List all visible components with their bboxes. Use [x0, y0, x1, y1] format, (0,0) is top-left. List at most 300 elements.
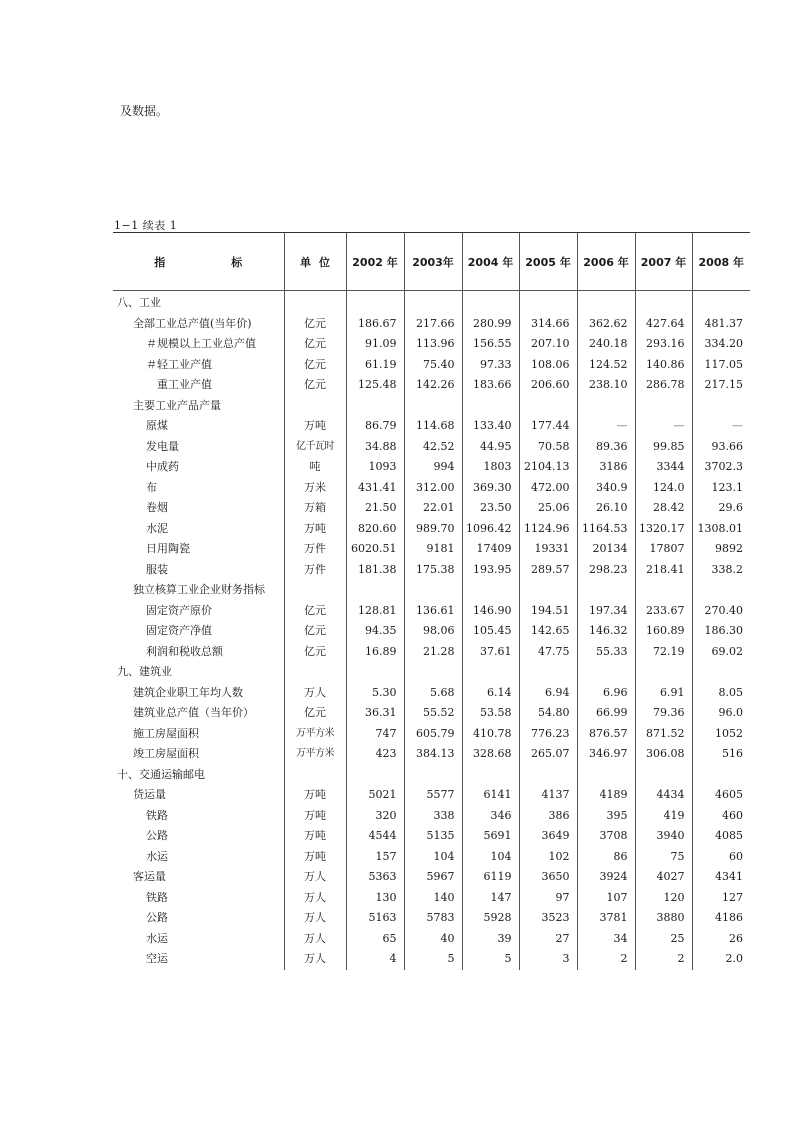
row-value: 2104.13 — [519, 457, 577, 478]
row-value: 334.20 — [692, 334, 750, 355]
row-value: 160.89 — [635, 621, 692, 642]
row-indicator: 水运 — [146, 931, 168, 945]
row-value — [577, 580, 635, 601]
row-indicator: 竣工房屋面积 — [133, 747, 199, 760]
row-value: 876.57 — [577, 724, 635, 745]
header-year: 2005 年 — [519, 233, 577, 291]
row-value: 3924 — [577, 867, 635, 888]
table-row — [113, 457, 750, 478]
row-indicator: 利润和税收总额 — [146, 644, 223, 658]
row-value: 395 — [577, 806, 635, 827]
row-value — [346, 580, 404, 601]
row-unit: 万件 — [284, 560, 346, 581]
row-indicator: 水泥 — [146, 521, 168, 535]
row-indicator: 主要工业产品产量 — [133, 398, 221, 412]
row-value — [462, 396, 519, 417]
row-value: 104 — [462, 847, 519, 868]
row-unit: 万平方米 — [284, 744, 346, 765]
row-value: 107 — [577, 888, 635, 909]
row-unit — [284, 396, 346, 417]
row-value: 133.40 — [462, 416, 519, 437]
row-indicator: ＃轻工业产值 — [146, 357, 212, 371]
table-row — [113, 703, 750, 724]
table-row — [113, 621, 750, 642]
row-value: 146.90 — [462, 601, 519, 622]
row-value: 53.58 — [462, 703, 519, 724]
row-value: 1096.42 — [462, 519, 519, 540]
row-value: 338 — [404, 806, 462, 827]
row-value: 3940 — [635, 826, 692, 847]
row-value: 94.35 — [346, 621, 404, 642]
row-unit — [284, 291, 346, 314]
row-value: 142.26 — [404, 375, 462, 396]
row-indicator: 铁路 — [146, 890, 168, 904]
row-value: 427.64 — [635, 314, 692, 335]
row-unit: 亿元 — [284, 642, 346, 663]
row-value: 44.95 — [462, 437, 519, 458]
row-value: 140 — [404, 888, 462, 909]
row-unit: 亿元 — [284, 375, 346, 396]
row-value: 4027 — [635, 867, 692, 888]
row-value: 1803 — [462, 457, 519, 478]
row-value: 238.10 — [577, 375, 635, 396]
table-row — [113, 334, 750, 355]
row-indicator: 全部工业总产值(当年价) — [133, 316, 252, 330]
row-value: 4605 — [692, 785, 750, 806]
row-value: 4186 — [692, 908, 750, 929]
row-value: 3344 — [635, 457, 692, 478]
row-value: 6.96 — [577, 683, 635, 704]
table-row — [113, 601, 750, 622]
row-value: 140.86 — [635, 355, 692, 376]
row-value: 3 — [519, 949, 577, 970]
row-value: 124.0 — [635, 478, 692, 499]
row-unit: 万人 — [284, 888, 346, 909]
row-unit: 万人 — [284, 908, 346, 929]
row-value: — — [692, 416, 750, 437]
row-value: 218.41 — [635, 560, 692, 581]
row-value: 346.97 — [577, 744, 635, 765]
row-value: 994 — [404, 457, 462, 478]
row-value: 989.70 — [404, 519, 462, 540]
row-value: 69.02 — [692, 642, 750, 663]
row-value: 1308.01 — [692, 519, 750, 540]
row-value: 1093 — [346, 457, 404, 478]
row-value: 6.91 — [635, 683, 692, 704]
row-value: 1320.17 — [635, 519, 692, 540]
row-value: 4341 — [692, 867, 750, 888]
row-value: 1052 — [692, 724, 750, 745]
table-row — [113, 539, 750, 560]
row-value: 19331 — [519, 539, 577, 560]
row-value: 86 — [577, 847, 635, 868]
row-value: 3781 — [577, 908, 635, 929]
header-unit-char-2: 位 — [319, 255, 330, 269]
table-row — [113, 519, 750, 540]
table-row — [113, 683, 750, 704]
row-unit: 万吨 — [284, 826, 346, 847]
row-value: 37.61 — [462, 642, 519, 663]
row-value — [404, 396, 462, 417]
row-unit: 吨 — [284, 457, 346, 478]
row-value: 26 — [692, 929, 750, 950]
row-indicator: 发电量 — [146, 439, 179, 453]
row-value: 25 — [635, 929, 692, 950]
row-value: 5577 — [404, 785, 462, 806]
header-indicator-char-2: 标 — [231, 255, 243, 269]
row-value — [577, 662, 635, 683]
row-value: 193.95 — [462, 560, 519, 581]
row-value: 89.36 — [577, 437, 635, 458]
row-value: 177.44 — [519, 416, 577, 437]
row-unit: 万人 — [284, 929, 346, 950]
row-unit — [284, 662, 346, 683]
row-value: 34.88 — [346, 437, 404, 458]
row-value: 3523 — [519, 908, 577, 929]
row-indicator: 空运 — [146, 952, 168, 965]
row-value: 5928 — [462, 908, 519, 929]
row-value: 26.10 — [577, 498, 635, 519]
row-value — [519, 765, 577, 786]
row-value: 186.67 — [346, 314, 404, 335]
table-row — [113, 765, 750, 786]
row-value: 146.32 — [577, 621, 635, 642]
row-value: 410.78 — [462, 724, 519, 745]
row-value: 194.51 — [519, 601, 577, 622]
row-unit: 万吨 — [284, 519, 346, 540]
row-value — [519, 396, 577, 417]
table-caption: 1−1 续表 1 — [114, 219, 178, 232]
row-value — [692, 396, 750, 417]
row-value — [635, 291, 692, 314]
row-value: 125.48 — [346, 375, 404, 396]
row-value: 240.18 — [577, 334, 635, 355]
row-value — [462, 662, 519, 683]
row-indicator: 服装 — [146, 562, 168, 576]
row-value: 183.66 — [462, 375, 519, 396]
row-unit: 万吨 — [284, 806, 346, 827]
row-value: 3702.3 — [692, 457, 750, 478]
row-value — [404, 291, 462, 314]
row-value: 21.50 — [346, 498, 404, 519]
header-indicator-char-1: 指 — [154, 255, 166, 269]
row-value: 55.33 — [577, 642, 635, 663]
row-value: 2 — [635, 949, 692, 970]
table-body — [113, 291, 750, 970]
table-row — [113, 744, 750, 765]
row-value: 104 — [404, 847, 462, 868]
row-value: 117.05 — [692, 355, 750, 376]
row-value: 289.57 — [519, 560, 577, 581]
row-value — [404, 580, 462, 601]
row-value: 66.99 — [577, 703, 635, 724]
table-row — [113, 847, 750, 868]
table-row — [113, 724, 750, 745]
row-value: 105.45 — [462, 621, 519, 642]
row-value: 16.89 — [346, 642, 404, 663]
row-value: 157 — [346, 847, 404, 868]
row-value: 265.07 — [519, 744, 577, 765]
row-value: 97 — [519, 888, 577, 909]
row-unit: 亿元 — [284, 621, 346, 642]
row-value: 120 — [635, 888, 692, 909]
row-value: 5163 — [346, 908, 404, 929]
row-indicator: 重工业产值 — [157, 378, 212, 391]
row-value: 156.55 — [462, 334, 519, 355]
row-value: 9892 — [692, 539, 750, 560]
row-value: 113.96 — [404, 334, 462, 355]
row-indicator: 铁路 — [146, 808, 168, 822]
row-value: 79.36 — [635, 703, 692, 724]
row-value: 108.06 — [519, 355, 577, 376]
row-value: 4085 — [692, 826, 750, 847]
row-value: 431.41 — [346, 478, 404, 499]
row-value: 3649 — [519, 826, 577, 847]
row-unit: 亿千瓦时 — [284, 437, 346, 458]
row-value: 3650 — [519, 867, 577, 888]
row-value: 384.13 — [404, 744, 462, 765]
row-value — [635, 662, 692, 683]
table-row — [113, 642, 750, 663]
row-value: 460 — [692, 806, 750, 827]
row-value: 17409 — [462, 539, 519, 560]
row-indicator: 建筑业总产值（当年价） — [133, 706, 254, 719]
row-value: 1164.53 — [577, 519, 635, 540]
row-value: 340.9 — [577, 478, 635, 499]
table-row — [113, 908, 750, 929]
row-value: 39 — [462, 929, 519, 950]
row-value: 1124.96 — [519, 519, 577, 540]
row-value: 61.19 — [346, 355, 404, 376]
table-row — [113, 478, 750, 499]
row-value: 123.1 — [692, 478, 750, 499]
row-value: 25.06 — [519, 498, 577, 519]
row-indicator: 公路 — [146, 911, 168, 924]
row-value: 5.68 — [404, 683, 462, 704]
intro-text: 及数据。 — [120, 104, 169, 118]
row-unit: 亿元 — [284, 314, 346, 335]
row-value: 5021 — [346, 785, 404, 806]
row-value: 99.85 — [635, 437, 692, 458]
row-value: 96.0 — [692, 703, 750, 724]
row-value: 286.78 — [635, 375, 692, 396]
row-value: 6020.51 — [346, 539, 404, 560]
row-indicator: 十、交通运输邮电 — [117, 767, 205, 781]
table-row — [113, 949, 750, 970]
row-value: 481.37 — [692, 314, 750, 335]
row-indicator: 公路 — [146, 829, 168, 842]
row-indicator: 独立核算工业企业财务指标 — [133, 583, 265, 596]
table-header — [113, 233, 750, 291]
row-value — [635, 396, 692, 417]
row-value: 147 — [462, 888, 519, 909]
row-unit: 万吨 — [284, 785, 346, 806]
row-unit: 亿元 — [284, 355, 346, 376]
row-value: 605.79 — [404, 724, 462, 745]
row-indicator: 施工房屋面积 — [133, 726, 199, 740]
row-value: 2.0 — [692, 949, 750, 970]
row-value: 207.10 — [519, 334, 577, 355]
row-value — [635, 580, 692, 601]
table-row — [113, 580, 750, 601]
row-value: 3708 — [577, 826, 635, 847]
table-row — [113, 498, 750, 519]
row-value — [692, 662, 750, 683]
row-value: 142.65 — [519, 621, 577, 642]
table-row — [113, 291, 750, 314]
row-value: 328.68 — [462, 744, 519, 765]
row-value: 5.30 — [346, 683, 404, 704]
row-value: 28.42 — [635, 498, 692, 519]
row-value — [519, 662, 577, 683]
row-value — [462, 291, 519, 314]
row-value: 338.2 — [692, 560, 750, 581]
row-value: 280.99 — [462, 314, 519, 335]
row-value — [577, 396, 635, 417]
row-value: 29.6 — [692, 498, 750, 519]
row-value: 516 — [692, 744, 750, 765]
row-unit: 亿元 — [284, 703, 346, 724]
row-value: 97.33 — [462, 355, 519, 376]
row-indicator: ＃规模以上工业总产值 — [146, 337, 256, 350]
row-value: 55.52 — [404, 703, 462, 724]
row-value: 306.08 — [635, 744, 692, 765]
row-value: 776.23 — [519, 724, 577, 745]
row-value: 5967 — [404, 867, 462, 888]
row-value: 23.50 — [462, 498, 519, 519]
row-unit — [284, 580, 346, 601]
row-value: 124.52 — [577, 355, 635, 376]
row-value: 70.58 — [519, 437, 577, 458]
row-value: 93.66 — [692, 437, 750, 458]
row-value — [346, 765, 404, 786]
row-value: 2 — [577, 949, 635, 970]
row-indicator: 卷烟 — [146, 501, 168, 514]
row-value: 60 — [692, 847, 750, 868]
row-value — [462, 765, 519, 786]
header-year: 2006 年 — [577, 233, 635, 291]
table-row — [113, 375, 750, 396]
row-value: 197.34 — [577, 601, 635, 622]
row-value — [692, 765, 750, 786]
header-unit — [284, 233, 346, 291]
row-value — [519, 580, 577, 601]
row-value — [404, 765, 462, 786]
row-value: 175.38 — [404, 560, 462, 581]
row-indicator: 水运 — [146, 849, 168, 863]
row-value: 472.00 — [519, 478, 577, 499]
table-row — [113, 785, 750, 806]
row-value: 72.19 — [635, 642, 692, 663]
header-year: 2003年 — [404, 233, 462, 291]
row-value: 4434 — [635, 785, 692, 806]
row-indicator: 原煤 — [146, 419, 168, 432]
table-row — [113, 826, 750, 847]
row-value: 314.66 — [519, 314, 577, 335]
row-value: 871.52 — [635, 724, 692, 745]
row-value: — — [577, 416, 635, 437]
row-unit: 万箱 — [284, 498, 346, 519]
row-value: 369.30 — [462, 478, 519, 499]
row-value — [346, 291, 404, 314]
row-value: 75 — [635, 847, 692, 868]
table-row — [113, 560, 750, 581]
table-row — [113, 437, 750, 458]
row-value: 27 — [519, 929, 577, 950]
row-value: 419 — [635, 806, 692, 827]
row-value: 22.01 — [404, 498, 462, 519]
row-value: 21.28 — [404, 642, 462, 663]
row-indicator: 货运量 — [133, 788, 166, 801]
row-indicator: 中成药 — [146, 460, 179, 473]
table-row — [113, 314, 750, 335]
row-value: 4 — [346, 949, 404, 970]
row-value: 128.81 — [346, 601, 404, 622]
row-value: 298.23 — [577, 560, 635, 581]
row-indicator: 八、工业 — [117, 296, 161, 309]
table-row — [113, 929, 750, 950]
row-value: 114.68 — [404, 416, 462, 437]
row-indicator: 布 — [146, 480, 157, 494]
row-value: 65 — [346, 929, 404, 950]
row-value: 5 — [462, 949, 519, 970]
row-value: 102 — [519, 847, 577, 868]
row-value: 5691 — [462, 826, 519, 847]
row-value: 34 — [577, 929, 635, 950]
header-year: 2008 年 — [692, 233, 750, 291]
row-value: 423 — [346, 744, 404, 765]
row-value: 6.94 — [519, 683, 577, 704]
header-indicator — [113, 233, 284, 291]
table-row — [113, 662, 750, 683]
row-value: 130 — [346, 888, 404, 909]
row-value — [519, 291, 577, 314]
row-value: 4137 — [519, 785, 577, 806]
row-value: 136.61 — [404, 601, 462, 622]
row-indicator: 客运量 — [133, 870, 166, 883]
row-value: 6119 — [462, 867, 519, 888]
row-value — [404, 662, 462, 683]
row-value: 217.15 — [692, 375, 750, 396]
row-value: 362.62 — [577, 314, 635, 335]
row-value: 186.30 — [692, 621, 750, 642]
row-value: — — [635, 416, 692, 437]
table-row — [113, 867, 750, 888]
table-row — [113, 888, 750, 909]
row-unit: 万人 — [284, 949, 346, 970]
row-value — [635, 765, 692, 786]
row-value: 3186 — [577, 457, 635, 478]
row-value: 8.05 — [692, 683, 750, 704]
row-unit — [284, 765, 346, 786]
header-year: 2004 年 — [462, 233, 519, 291]
row-value: 17807 — [635, 539, 692, 560]
row-value: 6141 — [462, 785, 519, 806]
row-value — [577, 291, 635, 314]
row-value: 9181 — [404, 539, 462, 560]
row-indicator: 建筑企业职工年均人数 — [133, 685, 243, 699]
header-year: 2002 年 — [346, 233, 404, 291]
row-value: 127 — [692, 888, 750, 909]
row-unit: 亿元 — [284, 601, 346, 622]
row-unit: 万人 — [284, 867, 346, 888]
row-value: 5783 — [404, 908, 462, 929]
row-value — [692, 580, 750, 601]
row-value: 270.40 — [692, 601, 750, 622]
row-value: 5135 — [404, 826, 462, 847]
row-value: 217.66 — [404, 314, 462, 335]
row-value — [692, 291, 750, 314]
